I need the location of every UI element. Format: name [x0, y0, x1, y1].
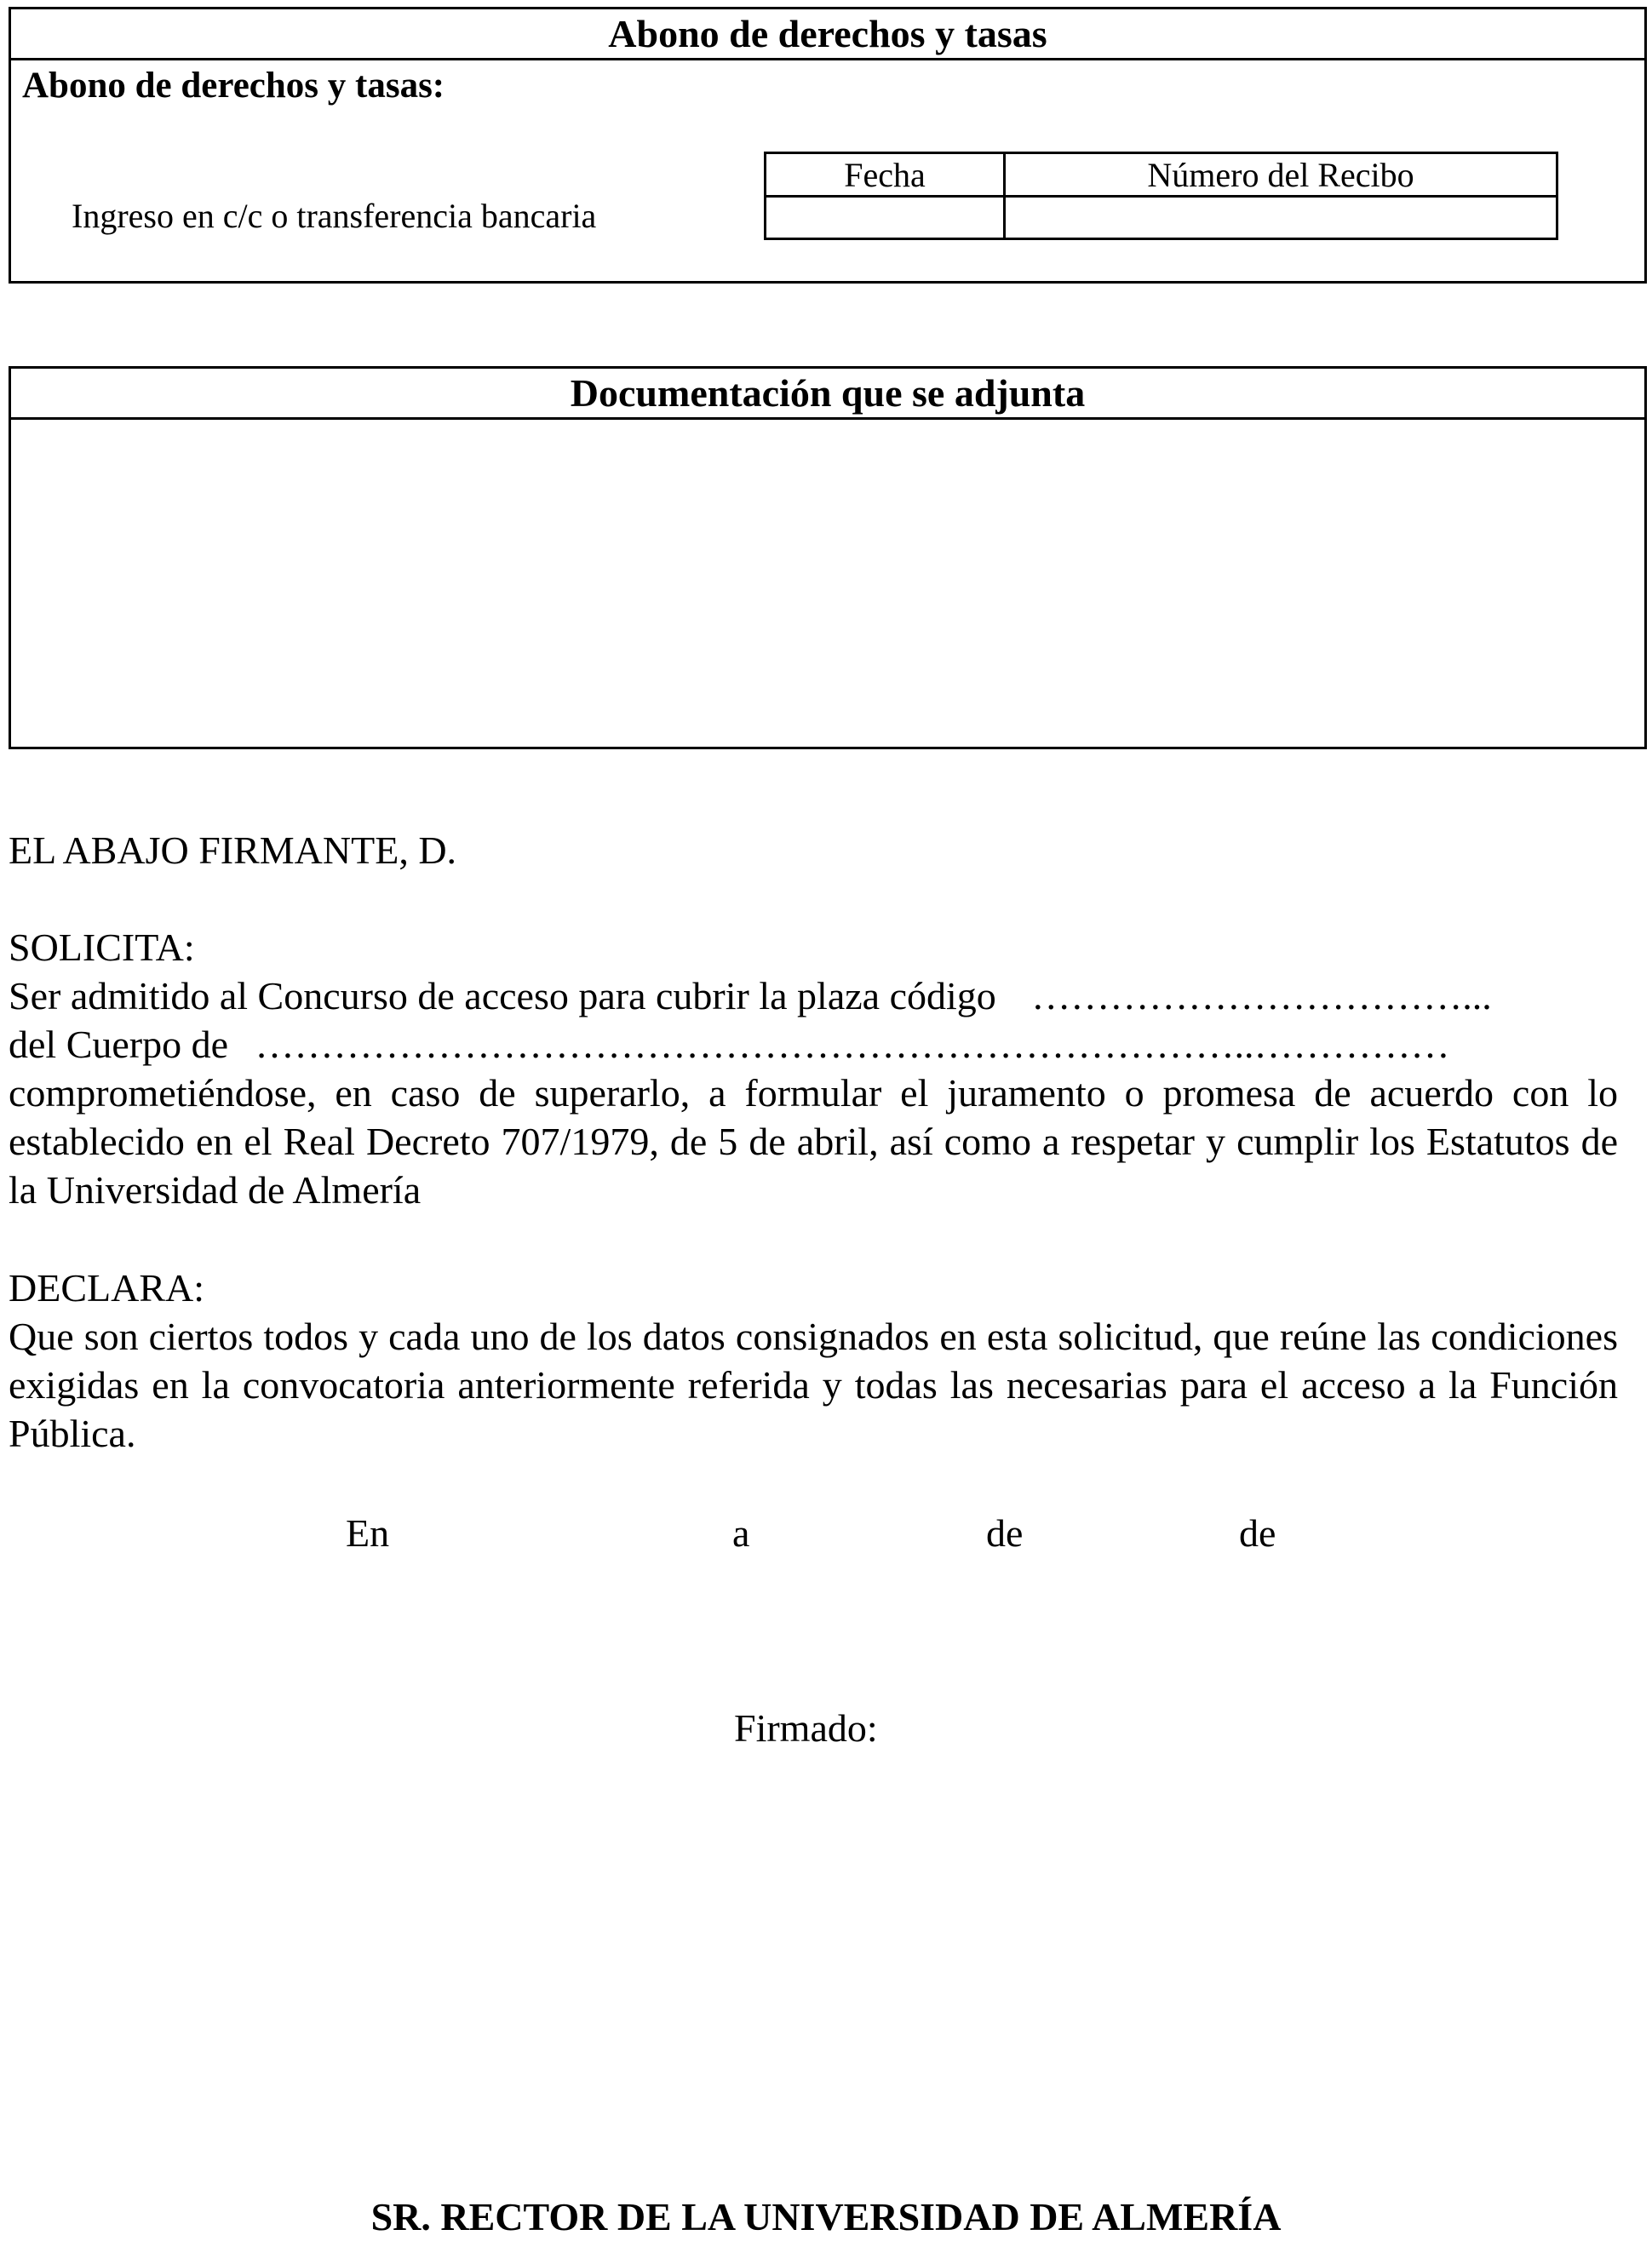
request-line-cuerpo — [9, 1020, 1614, 1069]
place-date-de-month: de — [986, 1511, 1024, 1555]
fees-label: Abono de derechos y tasas: — [22, 66, 445, 106]
request-line-plaza — [9, 971, 1614, 1020]
request-cuerpo-text: del Cuerpo de — [9, 1023, 229, 1066]
payment-method: Ingreso en c/c o transferencia bancaria — [72, 197, 597, 235]
request-label: SOLICITA: — [9, 926, 195, 969]
place-date-a: a — [732, 1511, 750, 1555]
signature-label: Firmado: — [734, 1706, 878, 1750]
documentation-section-header: Documentación que se adjunta — [570, 371, 1086, 415]
declaration-label: DECLARA: — [9, 1266, 204, 1310]
plaza-code-field[interactable]: ……………………………... — [1031, 974, 1492, 1017]
signatory-label: EL ABAJO FIRMANTE, D. — [9, 828, 457, 872]
receipt-date-header: Fecha — [844, 155, 926, 194]
documentation-header-divider — [9, 417, 1647, 420]
declaration-text: Que son ciertos todos y cada uno de los datos consignados en esta solicitud, que reúne las condiciones exigidas en la convocatoria anteriormente referida y todas las necesarias para el acceso a la Función Pública. — [9, 1315, 1618, 1455]
receipt-date-value[interactable] — [766, 198, 1003, 238]
request-plaza-text: Ser admitido al Concurso de acceso para cubrir la plaza código — [9, 974, 996, 1017]
request-commitment-text: comprometiéndose, en caso de superarlo, a formular el juramento o promesa de acuerdo con lo establecido en el Real Decreto 707/1979, de 5 de abril, así como a respetar y cumplir los Estatutos de la Universidad de Almería — [9, 1071, 1618, 1212]
receipt-number-value[interactable] — [1006, 198, 1556, 238]
cuerpo-field[interactable]: …………………………………………………………………..…………… — [255, 1023, 1450, 1066]
receipt-number-header: Número del Recibo — [1147, 155, 1414, 194]
place-date-en: En — [346, 1511, 390, 1555]
fees-section-header: Abono de derechos y tasas — [608, 12, 1047, 55]
addressee: SR. RECTOR DE LA UNIVERSIDAD DE ALMERÍA — [370, 2195, 1282, 2238]
documentation-content[interactable] — [22, 426, 1632, 741]
fees-header-divider — [9, 58, 1647, 60]
place-date-de-year: de — [1239, 1511, 1276, 1555]
